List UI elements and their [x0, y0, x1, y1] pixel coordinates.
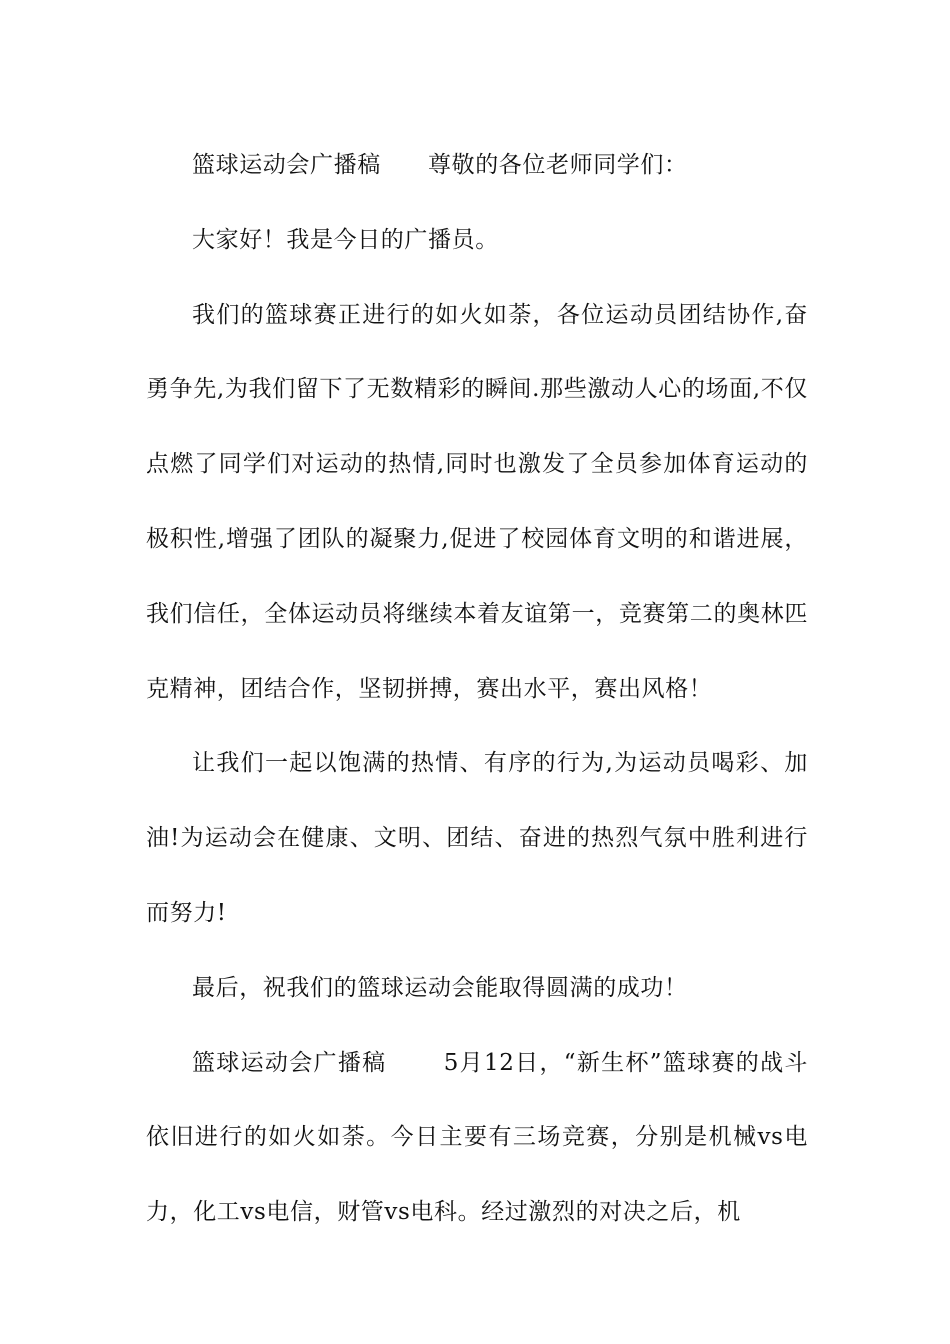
paragraph-second-broadcast: 篮球运动会广播稿 5月12日，“新生杯”篮球赛的战斗依旧进行的如火如荼。今日主要有三场竞赛，分别是机械vs电力，化工vs电信，财管vs电科。经过激烈的对决之后，机: [146, 1049, 808, 1226]
paragraph-closing: 最后，祝我们的篮球运动会能取得圆满的成功！: [192, 974, 688, 1001]
paragraph-game-progress: 我们的篮球赛正进行的如火如荼，各位运动员团结协作,奋勇争先,为我们留下了无数精彩的瞬间.那些激动人心的场面,不仅点燃了同学们对运动的热情,同时也激发了全员参加体育运动的极积性,增强了团队的凝聚力,促进了校园体育文明的和谐进展，我们信任，全体运动员将继续本着友谊第一，竞赛第二的奥林匹克精神，团结合作，坚韧拼搏，赛出水平，赛出风格！: [146, 301, 808, 702]
paragraph-hello: 大家好！我是今日的广播员。: [192, 226, 499, 253]
paragraph-title-greeting: 篮球运动会广播稿 尊敬的各位老师同学们：: [192, 152, 688, 178]
document-body: [146, 128, 808, 1250]
paragraph-cheer: 让我们一起以饱满的热情、有序的行为,为运动员喝彩、加油!为运动会在健康、文明、团结、奋进的热烈气氛中胜利进行而努力!: [146, 750, 808, 926]
